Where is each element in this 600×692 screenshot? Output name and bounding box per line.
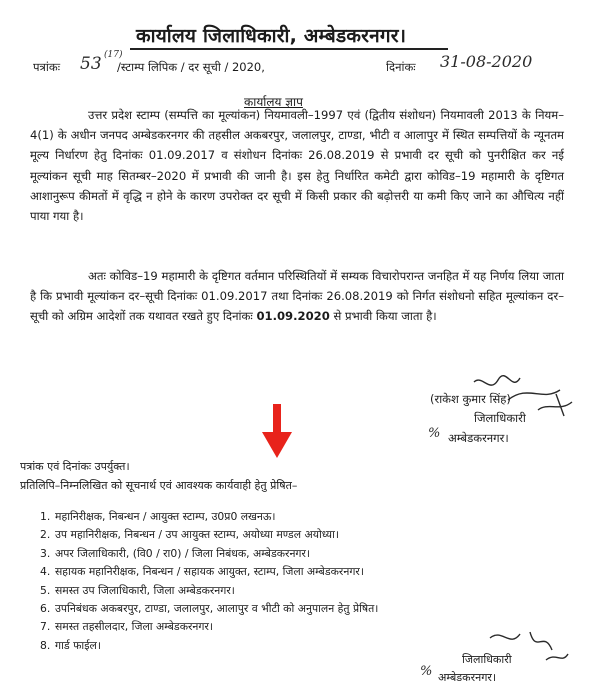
memo-paragraph-1: [30, 105, 564, 226]
memo-paragraph-2-text: [30, 266, 564, 327]
signatory-2-designation: जिलाधिकारी: [462, 653, 512, 666]
paragraph-2-end: से प्रभावी किया जाता है।: [333, 309, 437, 324]
distribution-copy-line: प्रतिलिपि–निम्नलिखित को सूचनार्थ एवं आवश्यक कार्यवाही हेतु प्रेषित–: [20, 479, 298, 492]
memo-paragraph-1-text: उत्तर प्रदेश स्टाम्प (सम्पत्ति का मूल्यांकन) नियमावली–1997 एवं (द्वितीय संशोधन) नियमावली 2013 के नियम–4(1) के अधीन जनपद अम्बेडकरनगर की तहसील अकबरपुर, जलालपुर, टाण्डा, भीटी व आलापुर में स्थित सम्पत्तियों के न्यूनतम मूल्य निर्धारण हेतु दिनांकः 01.09.2017 व संशोधन दिनांकः 26.08.2019 से प्रभावी दर सूची को पुनरीक्षित कर नई मूल्यांकन सूची माह सितम्बर–2020 में प्रभावी की जानी है। इस हेतु निर्धारित कमेटी द्वारा कोविड–19 महामारी के दृष्टिगत आशानुरूप कीमतों में वृद्धि न होने के कारण उपरोक्त दर सूची में किसी प्रकार की बढ़ोत्तरी या कमी किए जाने का औचित्य नहीं पाया गया है।: [30, 108, 564, 224]
list-item: 4. सहायक महानिरीक्षक, निबन्धन / सहायक आयुक्त, स्टाम्प, जिला अम्बेडकरनगर।: [40, 565, 364, 579]
signatory-2-place: अम्बेडकरनगर।: [438, 671, 497, 684]
memo-paragraph-2: [30, 266, 564, 327]
signatory-mark: %: [428, 426, 441, 441]
list-item: 3. अपर जिलाधिकारी, (वि0 / रा0) / जिला निबंधक, अम्बेडकरनगर।: [40, 546, 311, 560]
ref-number-handwritten: 53: [80, 54, 102, 74]
signatory-designation: जिलाधिकारी: [474, 411, 526, 425]
effective-date: 01.09.2020: [256, 309, 330, 324]
distribution-list: [40, 508, 378, 655]
red-arrow-down-icon: [260, 402, 294, 460]
signatory-2-mark: %: [420, 664, 433, 679]
list-item: 2. उप महानिरीक्षक, निबन्धन / उप आयुक्त स्टाम्प, अयोध्या मण्डल अयोध्या।: [40, 528, 339, 542]
ref-label: पत्रांकः: [33, 60, 61, 74]
signatory-name: (राकेश कुमार सिंह): [430, 392, 511, 406]
office-title: कार्यालय जिलाधिकारी, अम्बेडकरनगर।: [136, 25, 407, 47]
date-handwritten: 31-08-2020: [440, 52, 533, 71]
title-underline: [130, 48, 448, 50]
distribution-ref: पत्रांक एवं दिनांकः उपर्युक्त।: [20, 460, 130, 473]
list-item: 8. गार्ड फाईल।: [40, 638, 101, 652]
paragraph-2-main: अतः कोविड–19 महामारी के दृष्टिगत वर्तमान परिस्थितियों में सम्यक विचारोपरान्त जनहित में यह निर्णय लिया जाता है कि प्रभावी मूल्यांकन दर–सूची दिनांकः 01.09.2017 तथा दिनांकः 26.08.2019 को निर्गत संशोधनो सहित मूल्यांकन दर–सूची को अग्रिम आदेशों तक यथावत रखते हुए दिनांकः: [30, 269, 564, 324]
ref-rest: /स्टाम्प लिपिक / दर सूची / 2020,: [117, 60, 265, 74]
signatory-place: अम्बेडकरनगर।: [448, 431, 509, 445]
list-item: 5. समस्त उप जिलाधिकारी, जिला अम्बेडकरनगर।: [40, 583, 235, 597]
memo-subject: कार्यालय ज्ञाप: [244, 95, 303, 109]
ref-superscript: (17): [104, 50, 123, 60]
list-item: 1. महानिरीक्षक, निबन्धन / आयुक्त स्टाम्प, उ0प्र0 लखनऊ।: [40, 510, 276, 523]
date-label: दिनांकः: [386, 60, 416, 74]
list-item: 7. समस्त तहसीलदार, जिला अम्बेडकरनगर।: [40, 620, 213, 634]
list-item: 6. उपनिबंधक अकबरपुर, टाण्डा, जलालपुर, आलापुर व भीटी को अनुपालन हेतु प्रेषित।: [40, 601, 379, 615]
